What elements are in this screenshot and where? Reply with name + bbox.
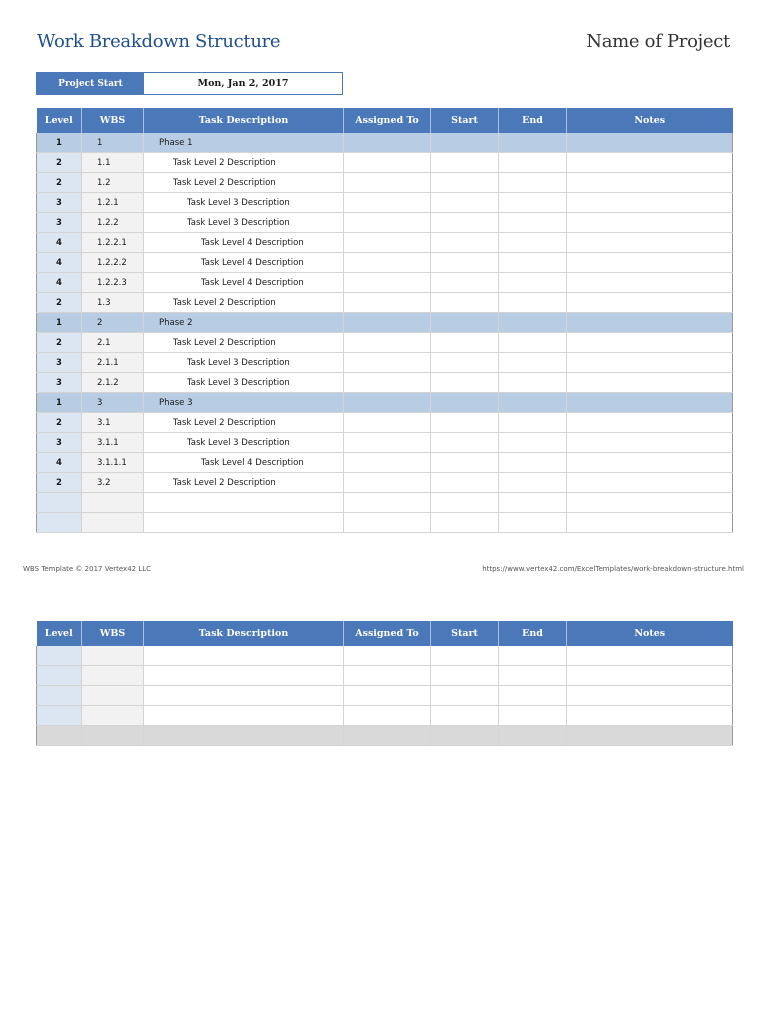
start-cell[interactable] xyxy=(431,333,499,353)
table-row[interactable] xyxy=(37,133,733,153)
col-end-header[interactable]: End xyxy=(499,108,567,133)
project-start-box xyxy=(36,72,343,95)
assigned-to-cell[interactable] xyxy=(344,193,431,213)
end-cell[interactable] xyxy=(499,133,567,153)
level-cell[interactable]: 2 xyxy=(37,333,82,353)
col-wbs-header[interactable]: WBS xyxy=(82,621,144,646)
table-row[interactable] xyxy=(37,686,733,706)
task-description-cell[interactable] xyxy=(144,686,344,706)
wbs-cell[interactable]: 2.1.1 xyxy=(82,353,144,373)
wbs-cell[interactable]: 1.2.2.1 xyxy=(82,233,144,253)
table-row[interactable] xyxy=(37,433,733,453)
table-row[interactable] xyxy=(37,473,733,493)
wbs-table xyxy=(36,108,733,533)
end-cell[interactable] xyxy=(499,686,567,706)
table-row[interactable] xyxy=(37,493,733,513)
level-cell[interactable]: 2 xyxy=(37,153,82,173)
wbs-cell[interactable]: 3.1 xyxy=(82,413,144,433)
task-description-cell[interactable]: Phase 3 xyxy=(144,393,344,413)
table-row[interactable] xyxy=(37,253,733,273)
end-cell[interactable] xyxy=(499,253,567,273)
start-cell[interactable] xyxy=(431,253,499,273)
end-cell[interactable] xyxy=(499,666,567,686)
wbs-cell[interactable]: 1.1 xyxy=(82,153,144,173)
assigned-to-cell[interactable] xyxy=(344,253,431,273)
start-cell[interactable] xyxy=(431,646,499,666)
col-task-description-header[interactable]: Task Description xyxy=(144,621,344,646)
start-cell[interactable] xyxy=(431,233,499,253)
wbs-cell[interactable] xyxy=(82,666,144,686)
assigned-to-cell[interactable] xyxy=(344,233,431,253)
assigned-to-cell[interactable] xyxy=(344,153,431,173)
table-row[interactable] xyxy=(37,393,733,413)
end-cell[interactable] xyxy=(499,646,567,666)
table-row[interactable] xyxy=(37,293,733,313)
col-notes-header[interactable]: Notes xyxy=(567,621,733,646)
end-cell[interactable] xyxy=(499,726,567,746)
wbs-cell[interactable]: 1.2 xyxy=(82,173,144,193)
assigned-to-cell[interactable] xyxy=(344,453,431,473)
start-cell[interactable] xyxy=(431,453,499,473)
start-cell[interactable] xyxy=(431,686,499,706)
table-row[interactable] xyxy=(37,413,733,433)
table-row[interactable] xyxy=(37,726,733,746)
table-row[interactable] xyxy=(37,373,733,393)
end-cell[interactable] xyxy=(499,453,567,473)
table-row[interactable] xyxy=(37,353,733,373)
assigned-to-cell[interactable] xyxy=(344,646,431,666)
wbs-cell[interactable]: 1.2.2.3 xyxy=(82,273,144,293)
col-assigned-to-header[interactable]: Assigned To xyxy=(344,621,431,646)
level-cell[interactable]: 2 xyxy=(37,473,82,493)
page-title: Work Breakdown Structure xyxy=(37,31,281,52)
wbs-cell[interactable]: 1 xyxy=(82,133,144,153)
assigned-to-cell[interactable] xyxy=(344,333,431,353)
start-cell[interactable] xyxy=(431,293,499,313)
level-cell[interactable]: 4 xyxy=(37,273,82,293)
start-cell[interactable] xyxy=(431,393,499,413)
level-cell[interactable]: 1 xyxy=(37,313,82,333)
notes-cell[interactable] xyxy=(567,153,733,173)
notes-cell[interactable] xyxy=(567,133,733,153)
wbs-cell[interactable]: 1.2.1 xyxy=(82,193,144,213)
col-start-header[interactable]: Start xyxy=(431,108,499,133)
wbs-cell[interactable]: 1.2.2.2 xyxy=(82,253,144,273)
notes-cell[interactable] xyxy=(567,706,733,726)
assigned-to-cell[interactable] xyxy=(344,433,431,453)
task-description-cell[interactable]: Task Level 2 Description xyxy=(144,413,344,433)
table-row[interactable] xyxy=(37,193,733,213)
assigned-to-cell[interactable] xyxy=(344,313,431,333)
level-cell[interactable]: 1 xyxy=(37,393,82,413)
footer-copyright: WBS Template © 2017 Vertex42 LLC xyxy=(23,565,152,573)
start-cell[interactable] xyxy=(431,413,499,433)
end-cell[interactable] xyxy=(499,273,567,293)
start-cell[interactable] xyxy=(431,473,499,493)
assigned-to-cell[interactable] xyxy=(344,493,431,513)
end-cell[interactable] xyxy=(499,393,567,413)
wbs-cell[interactable]: 3.2 xyxy=(82,473,144,493)
notes-cell[interactable] xyxy=(567,726,733,746)
end-cell[interactable] xyxy=(499,213,567,233)
end-cell[interactable] xyxy=(499,706,567,726)
notes-cell[interactable] xyxy=(567,393,733,413)
level-cell[interactable]: 3 xyxy=(37,433,82,453)
task-description-cell[interactable] xyxy=(144,513,344,533)
task-description-cell[interactable]: Task Level 4 Description xyxy=(144,233,344,253)
wbs-cell[interactable]: 1.3 xyxy=(82,293,144,313)
end-cell[interactable] xyxy=(499,473,567,493)
end-cell[interactable] xyxy=(499,233,567,253)
task-description-cell[interactable]: Task Level 3 Description xyxy=(144,373,344,393)
level-cell[interactable] xyxy=(37,706,82,726)
assigned-to-cell[interactable] xyxy=(344,353,431,373)
start-cell[interactable] xyxy=(431,433,499,453)
start-cell[interactable] xyxy=(431,313,499,333)
table-header-row xyxy=(37,108,733,133)
level-cell[interactable]: 3 xyxy=(37,373,82,393)
level-cell[interactable] xyxy=(37,646,82,666)
notes-cell[interactable] xyxy=(567,686,733,706)
level-cell[interactable]: 3 xyxy=(37,193,82,213)
task-description-cell[interactable]: Task Level 2 Description xyxy=(144,173,344,193)
assigned-to-cell[interactable] xyxy=(344,413,431,433)
assigned-to-cell[interactable] xyxy=(344,213,431,233)
end-cell[interactable] xyxy=(499,433,567,453)
assigned-to-cell[interactable] xyxy=(344,666,431,686)
notes-cell[interactable] xyxy=(567,353,733,373)
col-wbs-header[interactable]: WBS xyxy=(82,108,144,133)
col-start-header[interactable]: Start xyxy=(431,621,499,646)
footer-url[interactable]: https://www.vertex42.com/ExcelTemplates/work-breakdown-structure.html xyxy=(482,565,744,573)
notes-cell[interactable] xyxy=(567,433,733,453)
wbs-cell[interactable] xyxy=(82,646,144,666)
start-cell[interactable] xyxy=(431,706,499,726)
table-row[interactable] xyxy=(37,173,733,193)
task-description-cell[interactable]: Task Level 2 Description xyxy=(144,333,344,353)
start-cell[interactable] xyxy=(431,173,499,193)
task-description-cell[interactable]: Task Level 3 Description xyxy=(144,353,344,373)
task-description-cell[interactable] xyxy=(144,646,344,666)
start-cell[interactable] xyxy=(431,353,499,373)
task-description-cell[interactable]: Task Level 3 Description xyxy=(144,433,344,453)
col-level-header[interactable]: Level xyxy=(37,621,82,646)
task-description-cell[interactable]: Task Level 2 Description xyxy=(144,153,344,173)
level-cell[interactable] xyxy=(37,666,82,686)
assigned-to-cell[interactable] xyxy=(344,726,431,746)
start-cell[interactable] xyxy=(431,513,499,533)
level-cell[interactable] xyxy=(37,513,82,533)
assigned-to-cell[interactable] xyxy=(344,273,431,293)
level-cell[interactable]: 2 xyxy=(37,293,82,313)
wbs-cell[interactable] xyxy=(82,493,144,513)
notes-cell[interactable] xyxy=(567,493,733,513)
start-cell[interactable] xyxy=(431,373,499,393)
col-level-header[interactable]: Level xyxy=(37,108,82,133)
table-row[interactable] xyxy=(37,153,733,173)
task-description-cell[interactable]: Task Level 2 Description xyxy=(144,293,344,313)
start-cell[interactable] xyxy=(431,726,499,746)
end-cell[interactable] xyxy=(499,313,567,333)
task-description-cell[interactable]: Task Level 3 Description xyxy=(144,213,344,233)
start-cell[interactable] xyxy=(431,193,499,213)
level-cell[interactable] xyxy=(37,726,82,746)
start-cell[interactable] xyxy=(431,273,499,293)
level-cell[interactable]: 3 xyxy=(37,353,82,373)
notes-cell[interactable] xyxy=(567,273,733,293)
end-cell[interactable] xyxy=(499,173,567,193)
assigned-to-cell[interactable] xyxy=(344,293,431,313)
wbs-cell[interactable] xyxy=(82,726,144,746)
notes-cell[interactable] xyxy=(567,373,733,393)
start-cell[interactable] xyxy=(431,133,499,153)
notes-cell[interactable] xyxy=(567,333,733,353)
assigned-to-cell[interactable] xyxy=(344,706,431,726)
notes-cell[interactable] xyxy=(567,293,733,313)
project-name[interactable]: Name of Project xyxy=(586,31,730,52)
table-row[interactable] xyxy=(37,273,733,293)
level-cell[interactable]: 4 xyxy=(37,453,82,473)
end-cell[interactable] xyxy=(499,373,567,393)
notes-cell[interactable] xyxy=(567,646,733,666)
col-notes-header[interactable]: Notes xyxy=(567,108,733,133)
end-cell[interactable] xyxy=(499,513,567,533)
notes-cell[interactable] xyxy=(567,313,733,333)
task-description-cell[interactable] xyxy=(144,726,344,746)
start-cell[interactable] xyxy=(431,493,499,513)
assigned-to-cell[interactable] xyxy=(344,513,431,533)
assigned-to-cell[interactable] xyxy=(344,133,431,153)
level-cell[interactable]: 1 xyxy=(37,133,82,153)
notes-cell[interactable] xyxy=(567,173,733,193)
table-row[interactable] xyxy=(37,213,733,233)
notes-cell[interactable] xyxy=(567,193,733,213)
table-row[interactable] xyxy=(37,233,733,253)
task-description-cell[interactable]: Task Level 2 Description xyxy=(144,473,344,493)
notes-cell[interactable] xyxy=(567,253,733,273)
assigned-to-cell[interactable] xyxy=(344,393,431,413)
level-cell[interactable]: 3 xyxy=(37,213,82,233)
table-row[interactable] xyxy=(37,333,733,353)
table-row[interactable] xyxy=(37,646,733,666)
col-task-description-header[interactable]: Task Description xyxy=(144,108,344,133)
table-row[interactable] xyxy=(37,313,733,333)
task-description-cell[interactable] xyxy=(144,706,344,726)
wbs-cell[interactable]: 2 xyxy=(82,313,144,333)
task-description-cell[interactable]: Phase 2 xyxy=(144,313,344,333)
wbs-cell[interactable]: 1.2.2 xyxy=(82,213,144,233)
wbs-cell[interactable] xyxy=(82,706,144,726)
notes-cell[interactable] xyxy=(567,453,733,473)
wbs-cell[interactable] xyxy=(82,686,144,706)
task-description-cell[interactable]: Task Level 4 Description xyxy=(144,273,344,293)
table-row[interactable] xyxy=(37,453,733,473)
end-cell[interactable] xyxy=(499,493,567,513)
table-row[interactable] xyxy=(37,513,733,533)
table-header-row xyxy=(37,621,733,646)
start-cell[interactable] xyxy=(431,213,499,233)
task-description-cell[interactable] xyxy=(144,666,344,686)
end-cell[interactable] xyxy=(499,333,567,353)
task-description-cell[interactable] xyxy=(144,493,344,513)
end-cell[interactable] xyxy=(499,413,567,433)
table-row[interactable] xyxy=(37,706,733,726)
notes-cell[interactable] xyxy=(567,666,733,686)
task-description-cell[interactable]: Phase 1 xyxy=(144,133,344,153)
wbs-cell[interactable] xyxy=(82,513,144,533)
notes-cell[interactable] xyxy=(567,473,733,493)
wbs-cell[interactable]: 3.1.1.1 xyxy=(82,453,144,473)
assigned-to-cell[interactable] xyxy=(344,473,431,493)
assigned-to-cell[interactable] xyxy=(344,173,431,193)
start-cell[interactable] xyxy=(431,153,499,173)
level-cell[interactable]: 2 xyxy=(37,173,82,193)
wbs-cell[interactable]: 3.1.1 xyxy=(82,433,144,453)
task-description-cell[interactable]: Task Level 3 Description xyxy=(144,193,344,213)
wbs-cell[interactable]: 2.1 xyxy=(82,333,144,353)
col-end-header[interactable]: End xyxy=(499,621,567,646)
wbs-cell[interactable]: 2.1.2 xyxy=(82,373,144,393)
project-start-value[interactable]: Mon, Jan 2, 2017 xyxy=(144,73,342,94)
notes-cell[interactable] xyxy=(567,513,733,533)
notes-cell[interactable] xyxy=(567,213,733,233)
start-cell[interactable] xyxy=(431,666,499,686)
level-cell[interactable]: 4 xyxy=(37,253,82,273)
notes-cell[interactable] xyxy=(567,413,733,433)
notes-cell[interactable] xyxy=(567,233,733,253)
end-cell[interactable] xyxy=(499,193,567,213)
task-description-cell[interactable]: Task Level 4 Description xyxy=(144,253,344,273)
table-row[interactable] xyxy=(37,666,733,686)
level-cell[interactable]: 2 xyxy=(37,413,82,433)
project-start-label: Project Start xyxy=(37,73,144,94)
level-cell[interactable] xyxy=(37,493,82,513)
assigned-to-cell[interactable] xyxy=(344,373,431,393)
end-cell[interactable] xyxy=(499,353,567,373)
col-assigned-to-header[interactable]: Assigned To xyxy=(344,108,431,133)
wbs-cell[interactable]: 3 xyxy=(82,393,144,413)
level-cell[interactable]: 4 xyxy=(37,233,82,253)
wbs-table-2 xyxy=(36,621,733,746)
level-cell[interactable] xyxy=(37,686,82,706)
end-cell[interactable] xyxy=(499,153,567,173)
assigned-to-cell[interactable] xyxy=(344,686,431,706)
end-cell[interactable] xyxy=(499,293,567,313)
task-description-cell[interactable]: Task Level 4 Description xyxy=(144,453,344,473)
